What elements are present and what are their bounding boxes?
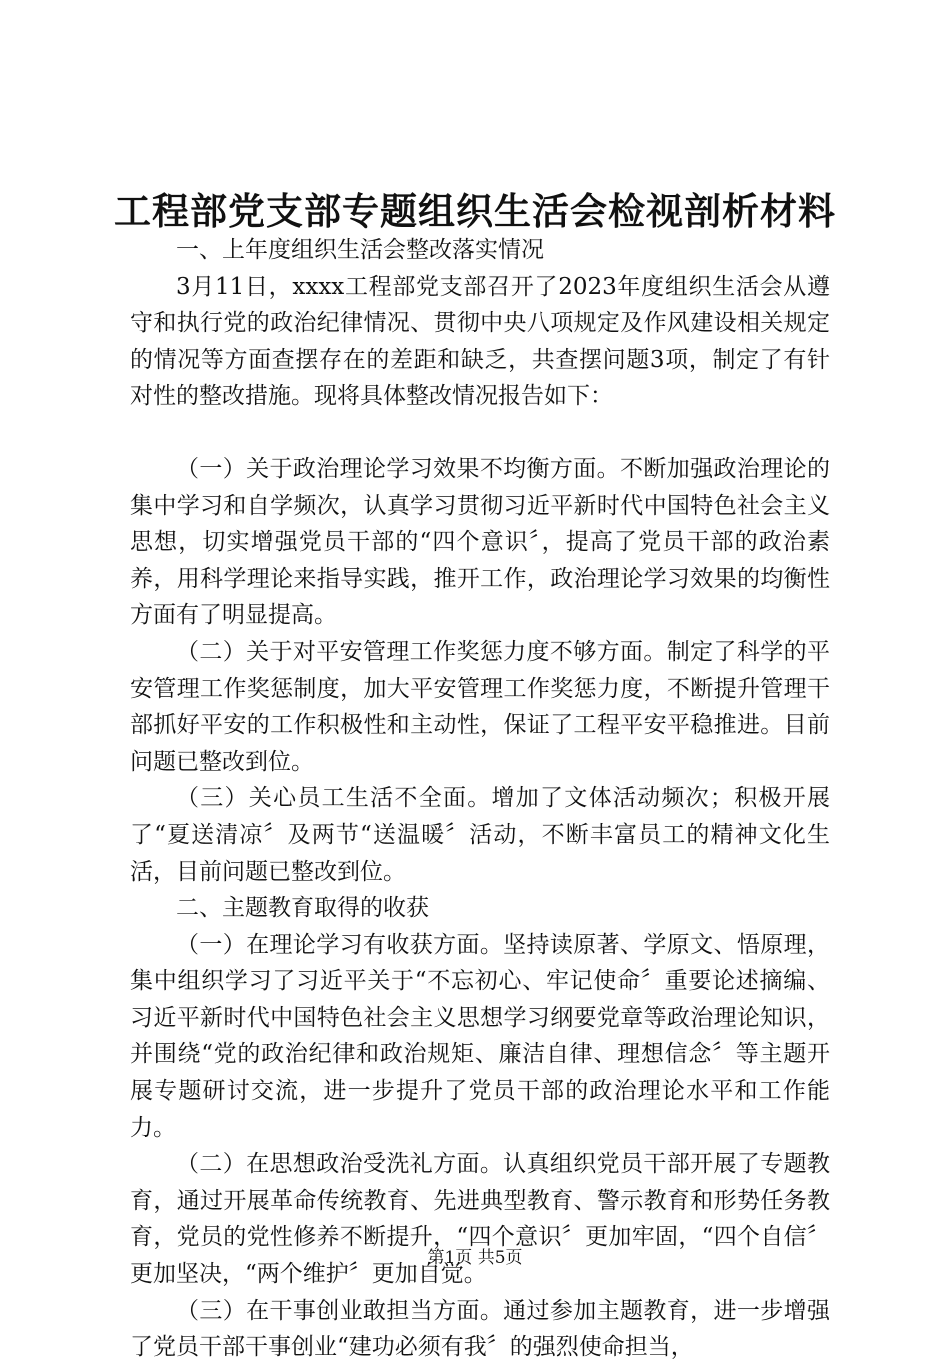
section-heading-2: 二、主题教育取得的收获: [176, 895, 429, 922]
document-body: [130, 232, 830, 1366]
document-title: 工程部党支部专题组织生活会检视剖析材料: [114, 189, 836, 233]
page-number-footer: 第1页 共5页: [427, 1248, 523, 1268]
paragraph-item-1: （一）关于政治理论学习效果不均衡方面。不断加强政治理论的集中学习和自学频次，认真学习贯彻习近平新时代中国特色社会主义思想，切实增强党员干部的“四个意识〞，提高了党员干部的政治素养，用科学理论来指导实践，推开工作，政治理论学习效果的均衡性方面有了明显提高。: [130, 455, 830, 629]
paragraph-item-2: （二）关于对平安管理工作奖惩力度不够方面。制定了科学的平安管理工作奖惩制度，加大平安管理工作奖惩力度，不断提升管理干部抓好平安的工作积极性和主动性，保证了工程平安平稳推进。目前问题已整改到位。: [130, 638, 830, 775]
paragraph-item-3: （三）关心员工生活不全面。增加了文体活动频次；积极开展了“夏送清凉〞及两节“送温暖〞活动，不断丰富员工的精神文化生活，目前问题已整改到位。: [130, 785, 830, 885]
paragraph-gain-1: （一）在理论学习有收获方面。坚持读原著、学原文、悟原理，集中组织学习了习近平关于“不忘初心、牢记使命〞重要论述摘编、习近平新时代中国特色社会主义思想学习纲要党章等政治理论知识，并围绕“党的政治纪律和政治规矩、廉洁自律、理想信念〞等主题开展专题研讨交流，进一步提升了党员干部的政治理论水平和工作能力。: [130, 931, 830, 1141]
paragraph-gain-2: （二）在思想政治受洗礼方面。认真组织党员干部开展了专题教育，通过开展革命传统教育、先进典型教育、警示教育和形势任务教育，党员的党性修养不断提升，“四个意识〞更加牢固，“四个自信〞更加坚决，“两个维护〞更加自觉。: [130, 1151, 830, 1288]
paragraph-intro: 3月11日，xxxx工程部党支部召开了2023年度组织生活会从遵守和执行党的政治纪律情况、贯彻中央八项规定及作风建设相关规定的情况等方面查摆存在的差距和缺乏，共查摆问题3项，制定了有针对性的整改措施。现将具体整改情况报告如下：: [130, 273, 830, 410]
paragraph-gain-3: （三）在干事创业敢担当方面。通过参加主题教育，进一步增强了党员干部干事创业“建功必须有我〞的强烈使命担当，: [130, 1297, 830, 1361]
section-heading-1: 一、上年度组织生活会整改落实情况: [176, 237, 544, 263]
